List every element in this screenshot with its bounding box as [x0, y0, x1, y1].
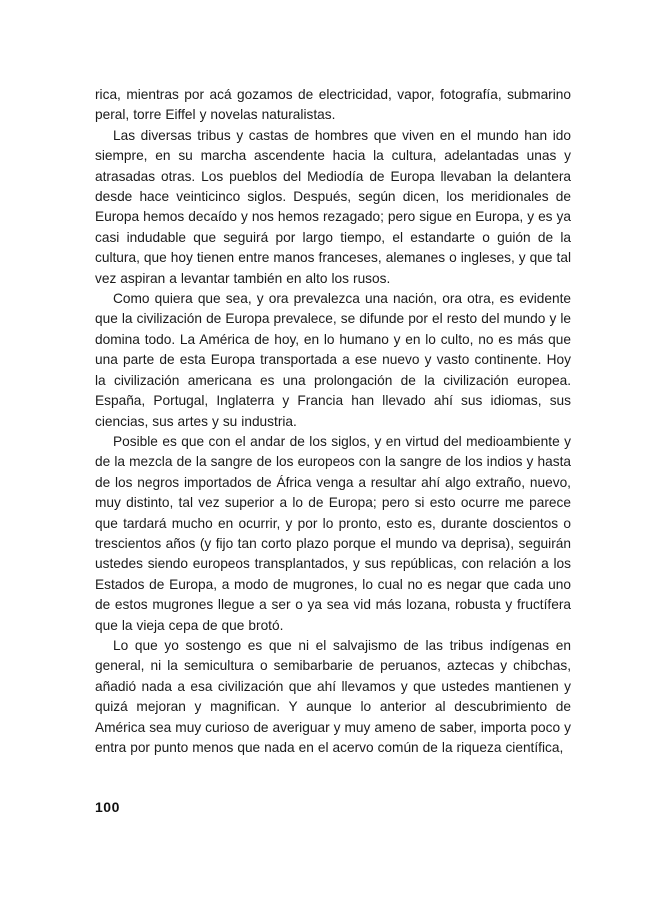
paragraph: Posible es que con el andar de los siglos, y en virtud del medioambiente y de la mezcla de la sangre de los europeos con la sangre de los indios y hasta de los negros importados de África venga a resultar ahí algo extraño, nuevo, muy distinto, tal vez superior a lo de Europa; pero si esto ocurre me parece que tardará mucho en ocurrir, y por lo pronto, esto es, durante doscientos o trescientos años (y fijo tan corto plazo porque el mundo va deprisa), seguirán ustedes siendo europeos transplantados, y sus repúblicas, con relación a los Estados de Europa, a modo de mugrones, lo cual no es negar que cada uno de estos mugrones llegue a ser o ya sea vid más lozana, robusta y fructífera que la vieja cepa de que brotó.	[95, 433, 571, 633]
paragraph: Lo que yo sostengo es que ni el salvajismo de las tribus indígenas en general, ni la semicultura o semibarbarie de peruanos, aztecas y chibchas, añadió nada a esa civilización que ahí llevamos y que ustedes mantienen y quizá mejoran y magnifican. Y aunque lo anterior al descubrimiento de América sea muy curioso de averiguar y muy ameno de saber, importa poco y entra por punto menos que nada en el acervo común de la riqueza científica,	[95, 637, 571, 755]
paragraph: Las diversas tribus y castas de hombres que viven en el mundo han ido siempre, en su marcha ascendente hacia la cultura, adelantadas unas y atrasadas otras. Los pueblos del Mediodía de Europa llevaban la delantera desde hace veinticinco siglos. Después, según dicen, los meridionales de Europa hemos decaído y nos hemos rezagado; pero sigue en Europa, y es ya casi indudable que seguirá por largo tiempo, el estandarte o guión de la cultura, que hoy tienen entre manos franceses, alemanes o ingleses, y que tal vez aspiran a levantar también en alto los rusos.	[95, 127, 571, 286]
paragraph: Como quiera que sea, y ora prevalezca una nación, ora otra, es evidente que la civilización de Europa prevalece, se difunde por el resto del mundo y le domina todo. La América de hoy, en lo humano y en lo culto, no es más que una parte de esta Europa transportada a ese nuevo y vasto continente. Hoy la civilización americana es una prolongación de la civilización europea. España, Portugal, Inglaterra y Francia han llevado ahí sus idiomas, sus ciencias, sus artes y su industria.	[95, 291, 571, 429]
page-number: 100	[95, 799, 120, 815]
paragraph: rica, mientras por acá gozamos de electricidad, vapor, fotografía, submarino peral, torre Eiffel y novelas naturalistas.	[95, 87, 571, 123]
body-text	[95, 85, 571, 758]
